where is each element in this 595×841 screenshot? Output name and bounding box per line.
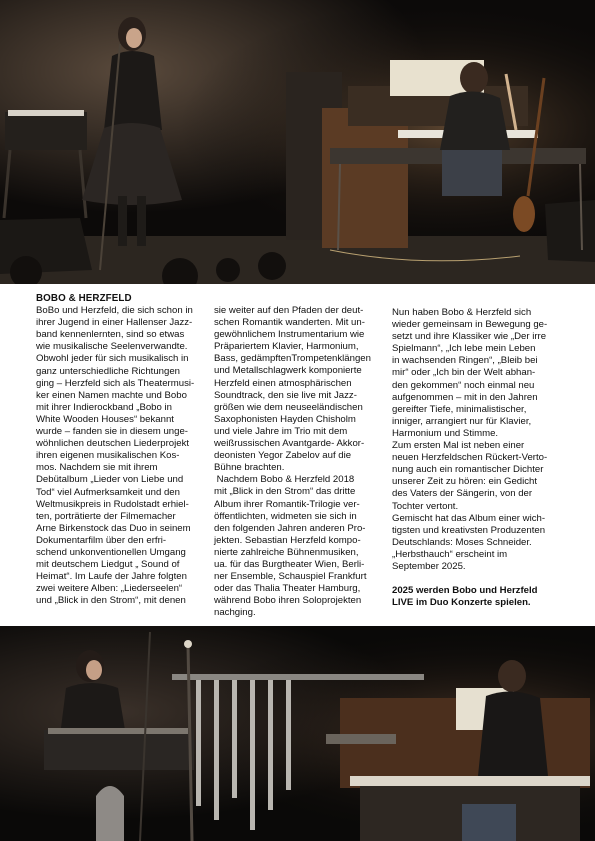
text-line: und Metallschlagwerk komponierte	[214, 365, 362, 377]
text-line: Bühne brachten.	[214, 462, 285, 474]
text-line: Herzfeld einen atmosphärischen	[214, 377, 352, 389]
text-line: setzt und ihre Klassiker wie „Der irre	[392, 331, 547, 343]
text-line: Nachdem Bobo & Herzfeld 2018	[214, 474, 355, 486]
text-line: Weltmusikpreis in Rudolstadt erhiel-	[36, 498, 189, 510]
text-line: inniger, arrangiert nur für Klavier,	[392, 415, 532, 427]
text-line: den gekommen“ noch einmal neu	[392, 379, 535, 391]
text-line: Harmonium und Stimme.	[392, 427, 499, 439]
text-line: Deutschlands: Moses Schneider.	[392, 536, 532, 548]
text-line: ging – Herzfeld sich als Theatermusi-	[36, 377, 195, 389]
text-line: mit deutschem Liedgut „ Sound of	[36, 559, 180, 571]
concert-photo-top	[0, 0, 595, 284]
text-line: ihren eigenen musikalischen Kos-	[36, 450, 180, 462]
text-line: Dokumentarfilm über den erfri-	[36, 534, 167, 546]
text-line: oder das Thalia Theater Hamburg,	[214, 583, 361, 595]
text-line: sie weiter auf den Pfaden der deut-	[214, 305, 364, 316]
text-line: ua. für das Burgtheater Wien, Berli-	[214, 558, 365, 570]
text-line: während Bobo ihren Soloprojekten	[214, 595, 362, 607]
text-line: ner Ensemble, Schauspiel Frankfurt	[214, 571, 367, 583]
text-line: Bass, gedämpftenTrompetenklängen	[214, 353, 371, 365]
concert-announcement-line: 2025 werden Bobo und Herzfeld	[392, 585, 538, 597]
text-line: Tochter vertont.	[392, 500, 459, 512]
text-line: Debütalbum „Lieder von Liebe und	[36, 474, 184, 486]
text-line: BoBo und Herzfeld, die sich schon in	[36, 305, 193, 317]
text-line: nachging.	[214, 607, 256, 619]
concert-photo-bottom	[0, 626, 595, 841]
text-line: größen wie dem neuseeländischen	[214, 401, 363, 413]
text-line: in wachsenden Ringen“, „Bleib bei	[392, 355, 538, 367]
text-line: und viele Jahre im Trio mit dem	[214, 425, 348, 437]
text-line: aufgenommen – mit in den Jahren	[392, 391, 538, 403]
text-line: „Herbsthauch“ erscheint im	[392, 548, 508, 560]
text-line: Nun haben Bobo & Herzfeld sich	[392, 307, 532, 318]
text-line: Album ihrer Romantik-Trilogie ver-	[214, 498, 360, 510]
text-line: unserer Zeit zu hören: ein Gedicht	[392, 476, 538, 488]
text-line: mos. Nachdem sie mit ihrem	[36, 462, 158, 474]
text-line: mir“ oder „Ich bin der Welt abhan-	[392, 367, 536, 379]
article	[36, 293, 560, 623]
text-line: wieder gemeinsam in Bewegung ge-	[392, 319, 548, 331]
text-line: des Vaters der Sängerin, von der	[392, 488, 533, 500]
text-line: wie musikalische Seelenverwandte.	[36, 341, 188, 353]
text-line: öffentlichten, widmeten sie sich in	[214, 510, 357, 522]
text-line: mit „Blick in den Strom“ das dritte	[214, 486, 356, 498]
text-line: ker einen Namen machte und Bobo	[36, 389, 187, 401]
text-line: Tod“ viel Aufmerksamkeit und den	[36, 486, 180, 498]
text-line: mit ihrer Indierockband „Bobo in	[36, 401, 172, 413]
article-column-3	[392, 307, 558, 609]
text-line: Zum ersten Mal ist neben einer	[392, 440, 525, 452]
text-line: deonisten Yegor Zabelov auf die	[214, 450, 352, 462]
text-line: neuen Herzfeldschen Rückert-Verto-	[392, 452, 548, 464]
text-line: zwei weitere Alben: „Liederseelen“	[36, 583, 183, 595]
article-column-2	[214, 305, 380, 619]
article-heading: BOBO & HERZFELD	[36, 293, 132, 304]
text-line: schen Romantik wanderten. Mit un-	[214, 317, 365, 329]
text-line: schend unkonventionellen Umgang	[36, 546, 186, 558]
text-line: ganz unterschiedliche Richtungen	[36, 365, 180, 377]
text-line: nierte zahlreiche Bühnenmusiken,	[214, 546, 359, 558]
text-line: weißrussischen Avantgarde- Akkor-	[214, 438, 365, 450]
text-line: Arne Birkenstock das Duo in seinem	[36, 522, 191, 534]
text-line: White Wooden Houses“ bekannt	[36, 413, 174, 425]
text-line: Gemischt hat das Album einer wich-	[392, 512, 546, 524]
concert-announcement-line: LIVE im Duo Konzerte spielen.	[392, 597, 531, 609]
text-line: Heimat“. Im Laufe der Jahre folgten	[36, 571, 187, 583]
text-line: wurde – fanden sie in diesem unge-	[36, 426, 188, 438]
text-line: ihrer Jugend in einer Hallenser Jazz-	[36, 317, 193, 329]
text-line: Präpariertem Klavier, Harmonium,	[214, 341, 359, 353]
text-line: Spielmann“, „Ich lebe mein Leben	[392, 343, 536, 355]
text-line: und „Blick in den Strom“, mit denen	[36, 595, 186, 607]
text-line: Saxophonisten Hayden Chisholm	[214, 413, 356, 425]
text-line: Obwohl jeder für sich musikalisch in	[36, 353, 189, 365]
text-line: Soundtrack, den sie live mit Jazz-	[214, 389, 357, 401]
text-line: jekten. Sebastian Herzfeld kompo-	[214, 534, 361, 546]
text-line: tigsten und kreativsten Produzenten	[392, 524, 546, 536]
article-column-1	[36, 293, 202, 607]
text-line: wöhnlichen deutschen Liederprojekt	[36, 438, 190, 450]
text-line: gewöhnlichem Instrumentarium wie	[214, 329, 365, 341]
text-line: den folgenden Jahren anderen Pro-	[214, 522, 366, 534]
text-line: ten, porträtierte der Filmemacher	[36, 510, 176, 522]
text-line: nung auch ein romantischer Dichter	[392, 464, 544, 476]
text-line: band kennenlernten, sind so etwas	[36, 329, 185, 341]
text-line: September 2025.	[392, 560, 466, 572]
text-line: gereifter Tiefe, minimalistischer,	[392, 403, 527, 415]
paragraph-gap	[392, 573, 558, 585]
